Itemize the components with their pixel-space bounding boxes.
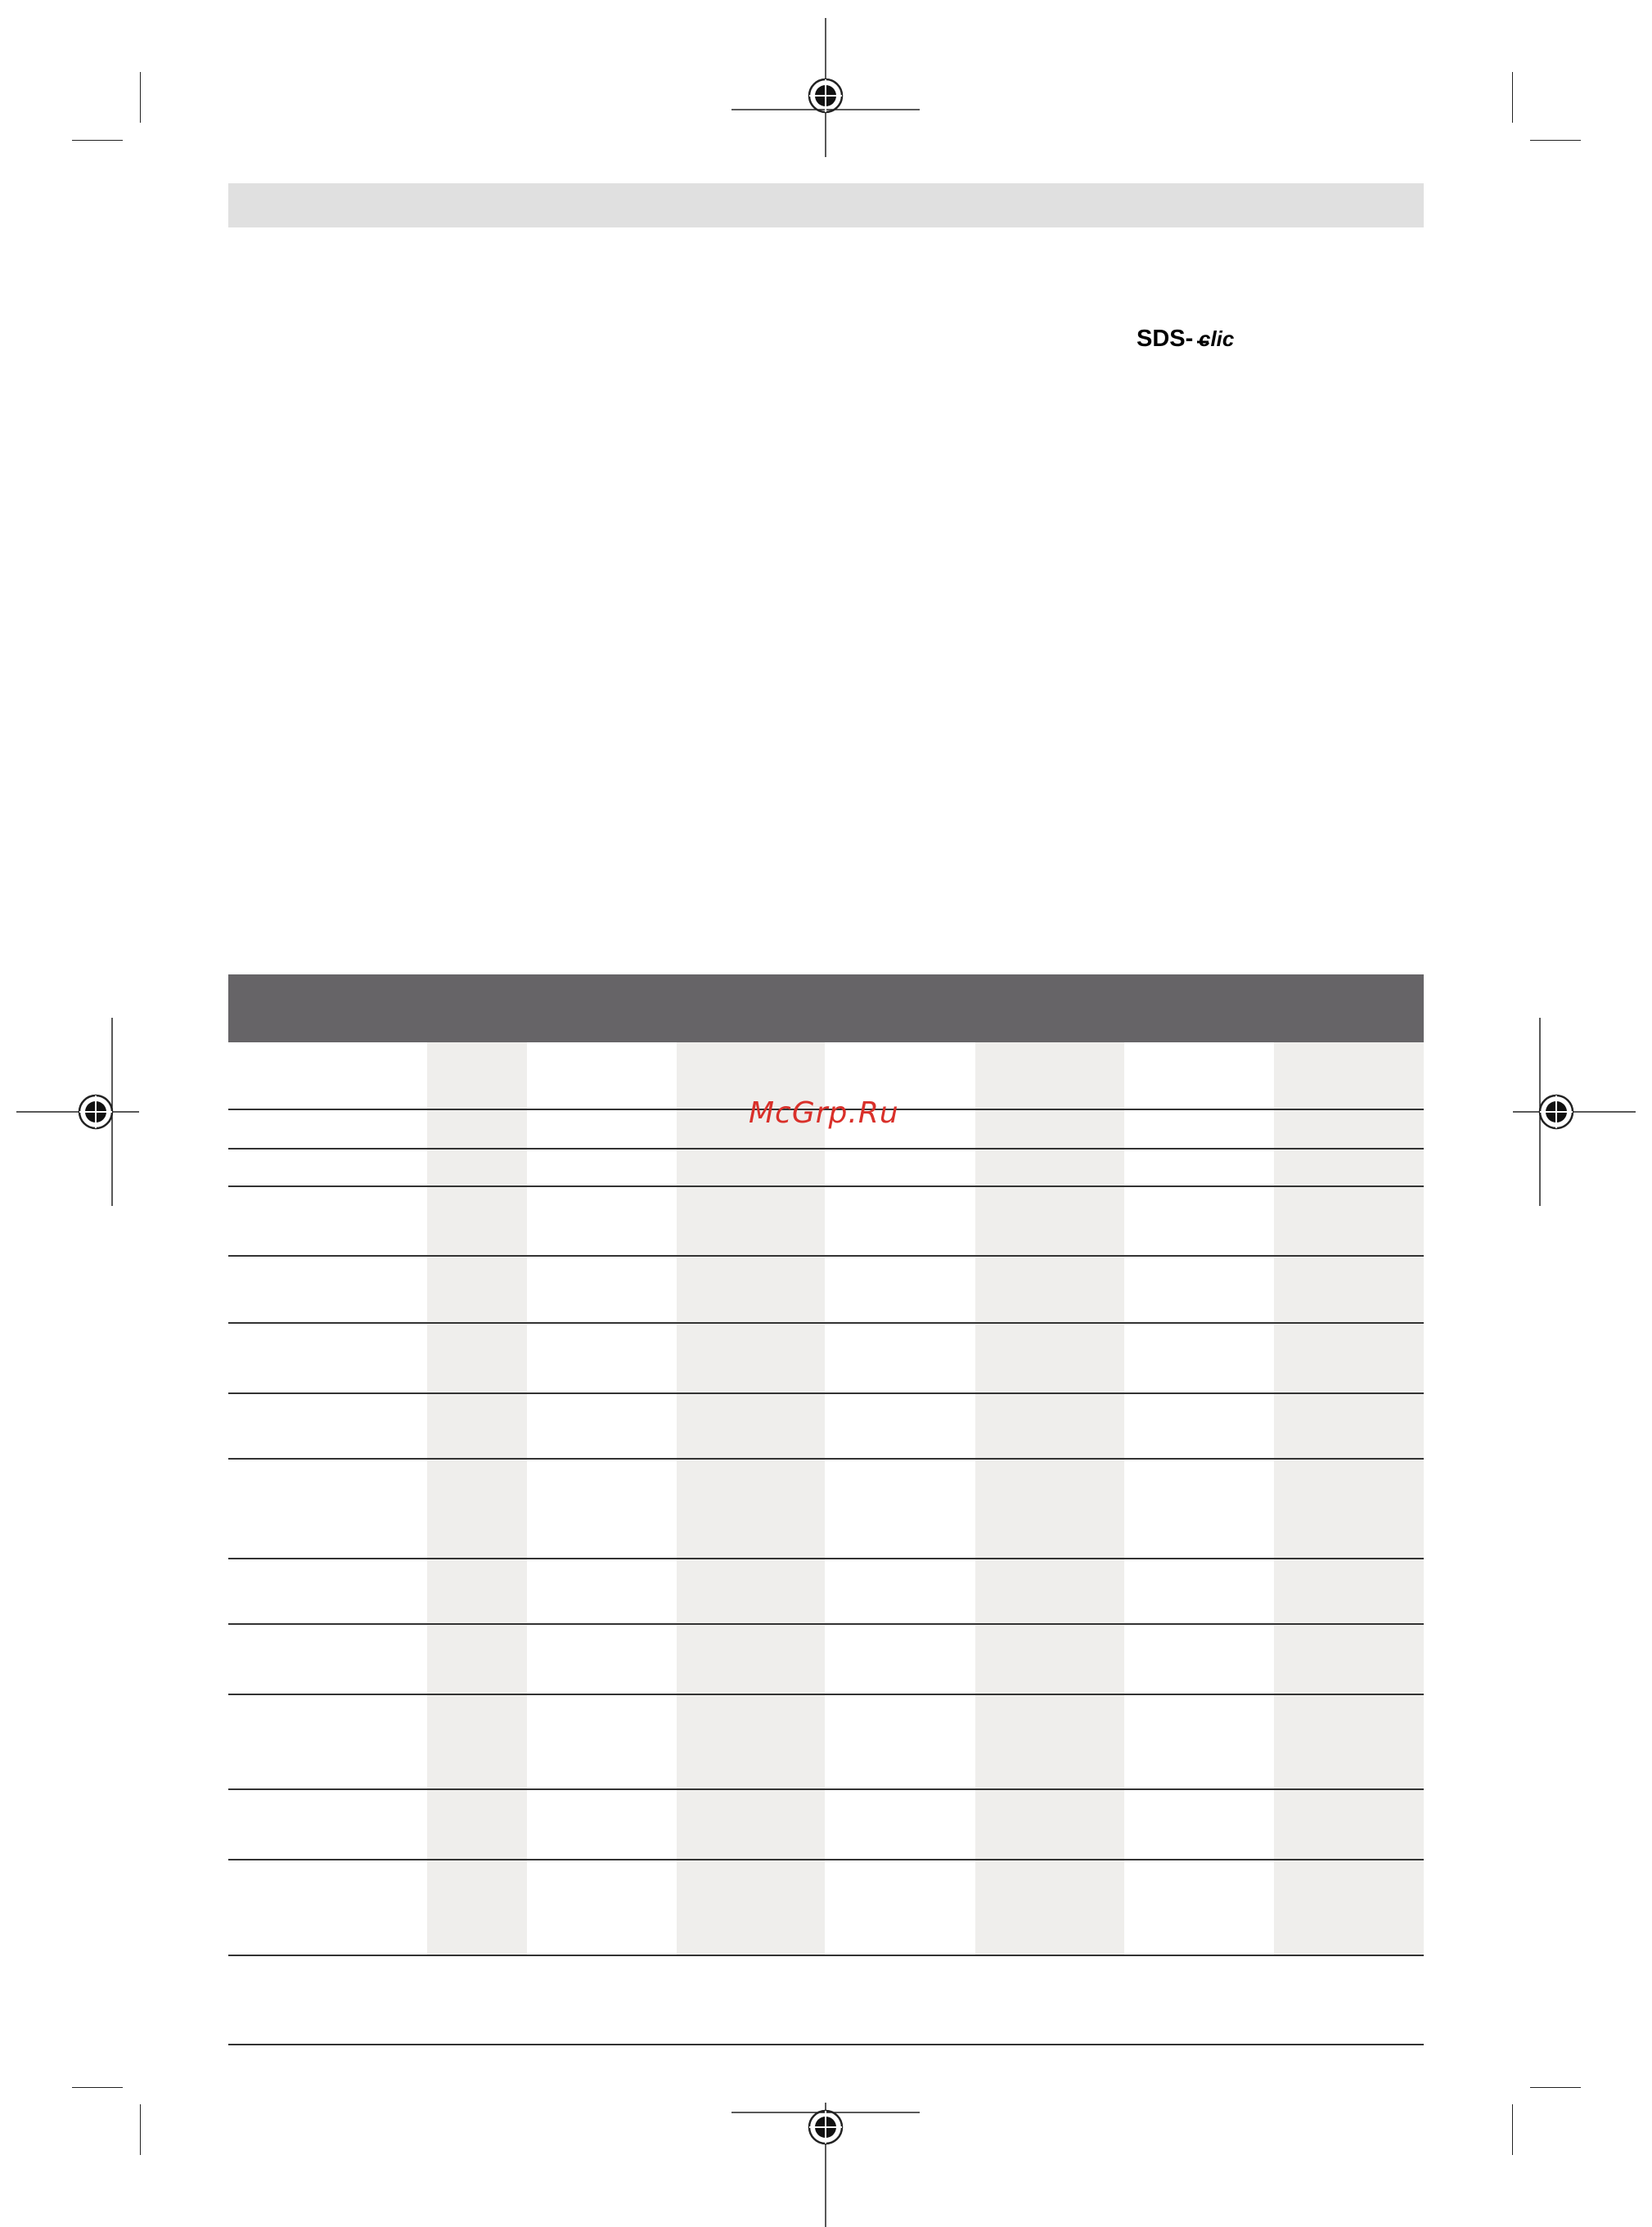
svg-text:clic: clic [1198, 328, 1235, 349]
sds-clic-logo-icon [1137, 326, 1259, 355]
watermark-text: McGrp.Ru [749, 1096, 899, 1130]
table-column-shade [427, 1042, 527, 1956]
crop-mark-top-left-horizontal [72, 140, 123, 141]
table-column-shade [975, 1042, 1124, 1956]
table-row [228, 1859, 1424, 1860]
registration-mark-icon [1513, 1018, 1636, 1206]
crop-mark-bottom-left-horizontal [72, 2087, 123, 2088]
table-row [228, 1558, 1424, 1559]
table-footnote [228, 1964, 1424, 2037]
page-header-band [228, 183, 1424, 227]
table-column-shade [677, 1042, 825, 1956]
table-column-shade [1274, 1042, 1424, 1956]
table-row [228, 1255, 1424, 1257]
table-row [228, 1148, 1424, 1149]
spec-table [228, 1042, 1424, 1956]
table-row [228, 1392, 1424, 1394]
table-row [228, 1458, 1424, 1460]
table-footnote-rule [228, 2044, 1424, 2045]
crop-mark-top-right-horizontal [1530, 140, 1581, 141]
table-row [228, 1788, 1424, 1790]
table-row [228, 1955, 1424, 1956]
table-row [228, 1623, 1424, 1625]
table-row [228, 1322, 1424, 1324]
table-row [228, 1694, 1424, 1695]
crop-mark-top-left-vertical [140, 72, 141, 123]
table-header-bar [228, 974, 1424, 1042]
registration-mark-icon [731, 18, 920, 157]
registration-mark-icon [16, 1018, 139, 1206]
clic-wordmark-icon [1197, 328, 1254, 349]
table-row [228, 1185, 1424, 1187]
crop-mark-bottom-right-horizontal [1530, 2087, 1581, 2088]
crop-mark-bottom-right-vertical [1512, 2104, 1513, 2155]
sds-clic-logo-prefix: SDS- [1137, 326, 1194, 352]
crop-mark-bottom-left-vertical [140, 2104, 141, 2155]
registration-mark-icon [731, 2103, 920, 2227]
crop-mark-top-right-vertical [1512, 72, 1513, 123]
